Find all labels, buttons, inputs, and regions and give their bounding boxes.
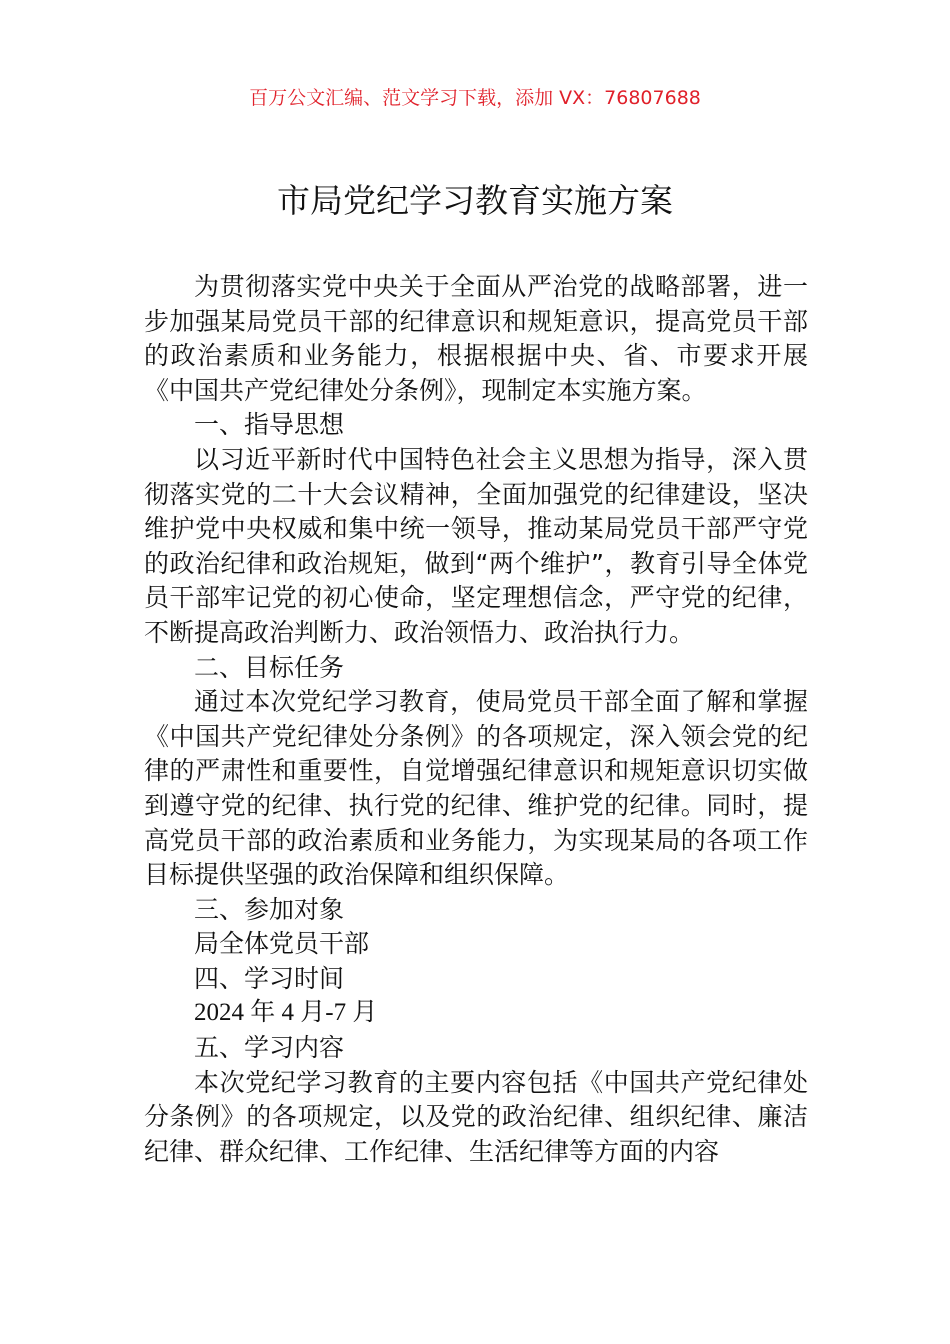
section-heading-participants: 三、参加对象 — [194, 894, 345, 924]
section-heading-objectives: 二、目标任务 — [194, 652, 345, 682]
watermark-header: 百万公文汇编、范文学习下载，添加 VX：76807688 — [249, 87, 701, 109]
paragraph-guiding-ideology: 以习近平新时代中国特色社会主义思想为指导，深入贯彻落实党的二十大会议精神，全面加强党的纪律建设，坚决维护党中央权威和集中统一领导，推动某局党员干部严守党的政治纪律和政治规矩，做到“两个维护”，教育引导全体党员干部牢记党的初心使命，坚定理想信念，严守党的纪律，不断提高政治判断力、政治领悟力、政治执行力。 — [144, 444, 808, 647]
paragraph-participants: 局全体党员干部 — [194, 929, 370, 959]
document-body — [144, 270, 808, 1169]
section-heading-guiding-ideology: 一、指导思想 — [194, 410, 345, 440]
paragraph-study-content: 本次党纪学习教育的主要内容包括《中国共产党纪律处分条例》的各项规定，以及党的政治纪律、组织纪律、廉洁纪律、群众纪律、工作纪律、生活纪律等方面的内容 — [144, 1067, 808, 1166]
section-heading-study-time: 四、学习时间 — [194, 963, 345, 993]
document-title: 市局党纪学习教育实施方案 — [277, 181, 673, 220]
paragraph-study-time: 2024 年 4 月-7 月 — [194, 999, 378, 1027]
paragraph-objectives: 通过本次党纪学习教育，使局党员干部全面了解和掌握《中国共产党纪律处分条例》的各项规定，深入领会党的纪律的严肃性和重要性，自觉增强纪律意识和规矩意识切实做到遵守党的纪律、执行党的纪律、维护党的纪律。同时，提高党员干部的政治素质和业务能力，为实现某局的各项工作目标提供坚强的政治保障和组织保障。 — [144, 687, 808, 890]
section-heading-study-content: 五、学习内容 — [194, 1033, 345, 1063]
intro-paragraph: 为贯彻落实党中央关于全面从严治党的战略部署，进一步加强某局党员干部的纪律意识和规矩意识，提高党员干部的政治素质和业务能力，根据根据中央、省、市要求开展《中国共产党纪律处分条例》，现制定本实施方案。 — [144, 272, 808, 405]
